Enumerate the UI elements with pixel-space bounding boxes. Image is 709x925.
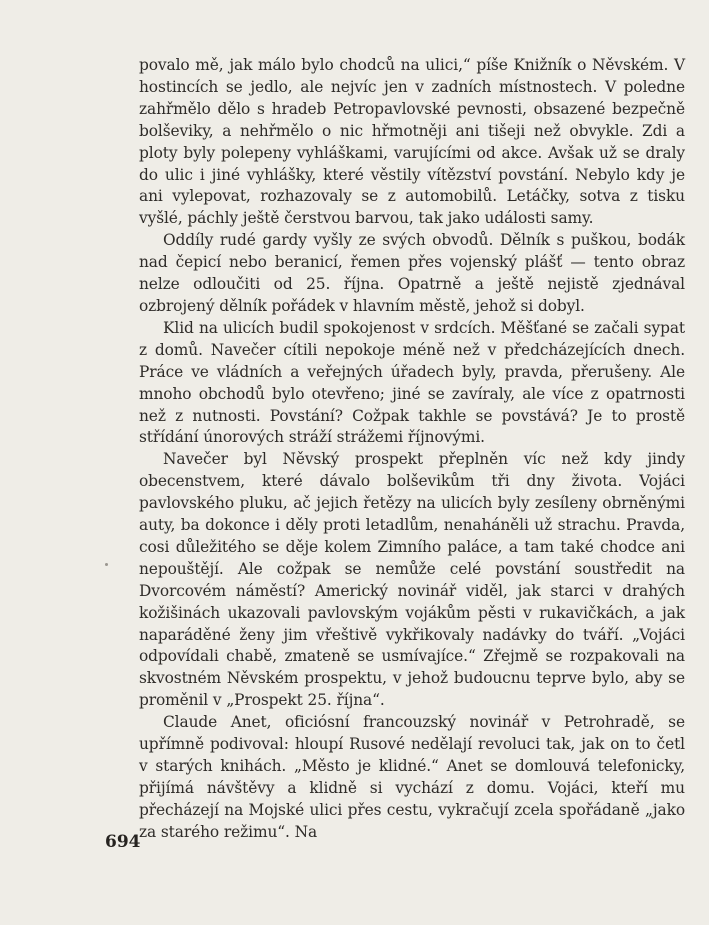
paragraph-4: Navečer byl Něvský prospekt přeplněn víc než kdy jindy obecenstvem, které dávalo bolševikům tři dny života. Vojáci pavlovského pluku, ač jejich řetězy na ulicích byly zesíleny obrněnými auty, ba dokonce i děly proti letadlům, nenaháněli už strachu. Pravda, cosi důležitého se děje kolem Zimního paláce, a tam také chodce ani nepouštějí. Ale cožpak se nemůže celé povstání soustředit na Dvorcovém náměstí? Americký novinář viděl, jak starci v drahých kožišinách ukazovali pavlovským vojákům pěsti v rukavičkách, a jak naparáděné ženy jim vřeštivě vykřikovaly nadávky do tváří. „Vojáci odpovídali chabě, zmateně se usmívajíce.“ Zřejmě se rozpakovali na skvostném Něvském prospektu, v jehož budoucnu teprve bylo, aby se proměnil v „Prospekt 25. října“. bbox=[139, 450, 685, 710]
paper-speck bbox=[105, 563, 108, 566]
body-text bbox=[139, 55, 685, 844]
paragraph-5: Claude Anet, oficiósní francouzský novinář v Petrohradě, se upřímně podivoval: hloupí Rusové nedělají revoluci tak, jak on to četl v starých knihách. „Město je klidné.“ Anet se domlouvá telefonicky, přijímá návštěvy a klidně si vychází z domu. Vojáci, kteří mu přecházejí na Mojské ulici přes cestu, vykračují zcela spořádaně „jako za starého režimu“. Na bbox=[139, 713, 685, 841]
paragraph-1: povalo mě, jak málo bylo chodců na ulici,“ píše Knižník o Něvském. V hostincích se jedlo, ale nejvíc jen v zadních místnostech. V poledne zahřmělo dělo s hradeb Petropavlovské pevnosti, obsazené bezpečně bolševiky, a nehřmělo o nic hřmotněji ani tišeji než obvykle. Zdi a ploty byly polepeny vyhláškami, varujícími od akce. Avšak už se draly do ulic i jiné vyhlášky, které věstily vítězství povstání. Nebylo kdy je ani vylepovat, rozhazovaly se z automobilů. Letáčky, sotva z tisku vyšlé, páchly ještě čerstvou barvou, tak jako události samy. bbox=[139, 56, 685, 228]
paragraph-3: Klid na ulicích budil spokojenost v srdcích. Měšťané se začali sypat z domů. Navečer cítili nepokoje méně než v předcházejících dnech. Práce ve vládních a veřejných úřadech byly, pravda, přerušeny. Ale mnoho obchodů bylo otevřeno; jiné se zavíraly, ale více z opatrnosti než z nutnosti. Povstání? Cožpak takhle se povstává? Je to prostě střídání únorových stráží strážemi říjnovými. bbox=[139, 318, 685, 447]
paragraph-2: Oddíly rudé gardy vyšly ze svých obvodů. Dělník s puškou, bodák nad čepicí nebo beranicí, řemen přes vojenský plášť — tento obraz nelze odloučiti od 25. října. Opatrně a ještě nejistě zjednával ozbrojený dělník pořádek v hlavním městě, jehož si dobyl. bbox=[139, 231, 685, 315]
page-number: 694 bbox=[105, 832, 141, 852]
